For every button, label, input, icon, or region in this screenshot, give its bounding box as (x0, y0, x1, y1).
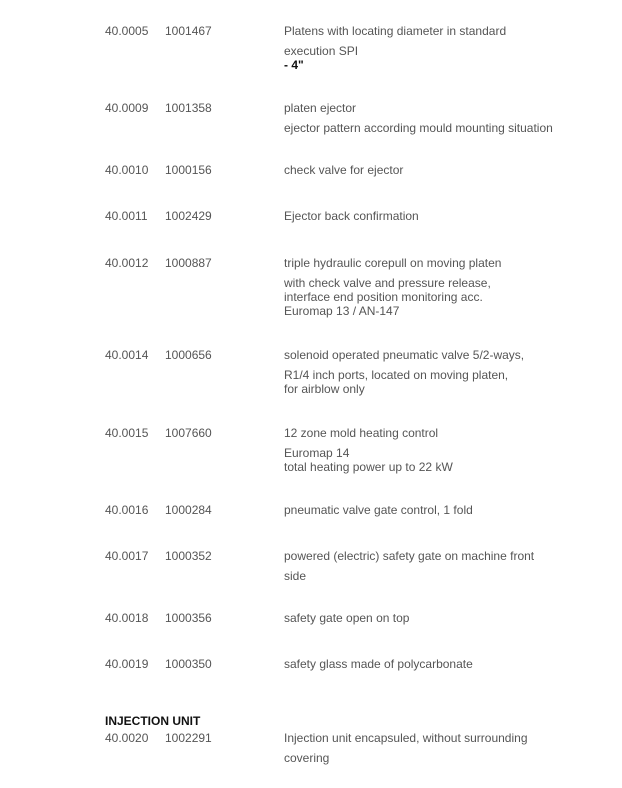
item-description (284, 611, 604, 625)
position-number: 40.0017 (105, 549, 149, 563)
position-number: 40.0009 (105, 101, 149, 115)
description-line: safety gate open on top (284, 611, 410, 625)
description-line: 12 zone mold heating control (284, 426, 439, 440)
position-number: 40.0018 (105, 611, 149, 625)
article-number: 1001467 (165, 24, 212, 38)
position-number: 40.0010 (105, 163, 149, 177)
description-line: Euromap 14 (284, 446, 350, 460)
article-number: 1007660 (165, 426, 212, 440)
description-line: R1/4 inch ports, located on moving platen, (284, 368, 509, 382)
description-line: solenoid operated pneumatic valve 5/2-ways, (284, 348, 525, 362)
description-line: execution SPI (284, 44, 359, 58)
item-description (284, 209, 604, 223)
item-description (284, 503, 604, 517)
item-description (284, 24, 604, 72)
description-line: for airblow only (284, 382, 365, 396)
item-description (284, 549, 604, 583)
article-number: 1001358 (165, 101, 212, 115)
item-description (284, 348, 604, 396)
description-line: total heating power up to 22 kW (284, 460, 453, 474)
article-number: 1002291 (165, 731, 212, 745)
position-number: 40.0005 (105, 24, 149, 38)
description-line: interface end position monitoring acc. (284, 290, 483, 304)
description-line: powered (electric) safety gate on machine front (284, 549, 535, 563)
item-description (284, 731, 604, 765)
article-number: 1000284 (165, 503, 212, 517)
description-line: Euromap 13 / AN-147 (284, 304, 400, 318)
position-number: 40.0016 (105, 503, 149, 517)
description-line: pneumatic valve gate control, 1 fold (284, 503, 473, 517)
article-number: 1000352 (165, 549, 212, 563)
description-line: Platens with locating diameter in standard (284, 24, 507, 38)
description-line: side (284, 569, 307, 583)
description-line: Injection unit encapsuled, without surrounding (284, 731, 528, 745)
section-heading: INJECTION UNIT (105, 714, 201, 728)
position-number: 40.0014 (105, 348, 149, 362)
position-number: 40.0011 (105, 209, 148, 223)
description-line: covering (284, 751, 330, 765)
item-description (284, 657, 604, 671)
description-line: triple hydraulic corepull on moving platen (284, 256, 502, 270)
position-number: 40.0015 (105, 426, 149, 440)
article-number: 1000356 (165, 611, 212, 625)
article-number: 1002429 (165, 209, 212, 223)
description-line: ejector pattern according mould mounting situation (284, 121, 553, 135)
article-number: 1000156 (165, 163, 212, 177)
position-number: 40.0020 (105, 731, 149, 745)
description-line: Ejector back confirmation (284, 209, 419, 223)
position-number: 40.0019 (105, 657, 149, 671)
description-line: check valve for ejector (284, 163, 404, 177)
description-line: - 4" (284, 58, 304, 72)
item-description (284, 256, 604, 318)
description-line: platen ejector (284, 101, 357, 115)
article-number: 1000656 (165, 348, 212, 362)
description-line: safety glass made of polycarbonate (284, 657, 473, 671)
item-description (284, 426, 604, 474)
description-line: with check valve and pressure release, (284, 276, 491, 290)
position-number: 40.0012 (105, 256, 149, 270)
item-description (284, 163, 604, 177)
article-number: 1000887 (165, 256, 212, 270)
item-description (284, 101, 604, 135)
article-number: 1000350 (165, 657, 212, 671)
